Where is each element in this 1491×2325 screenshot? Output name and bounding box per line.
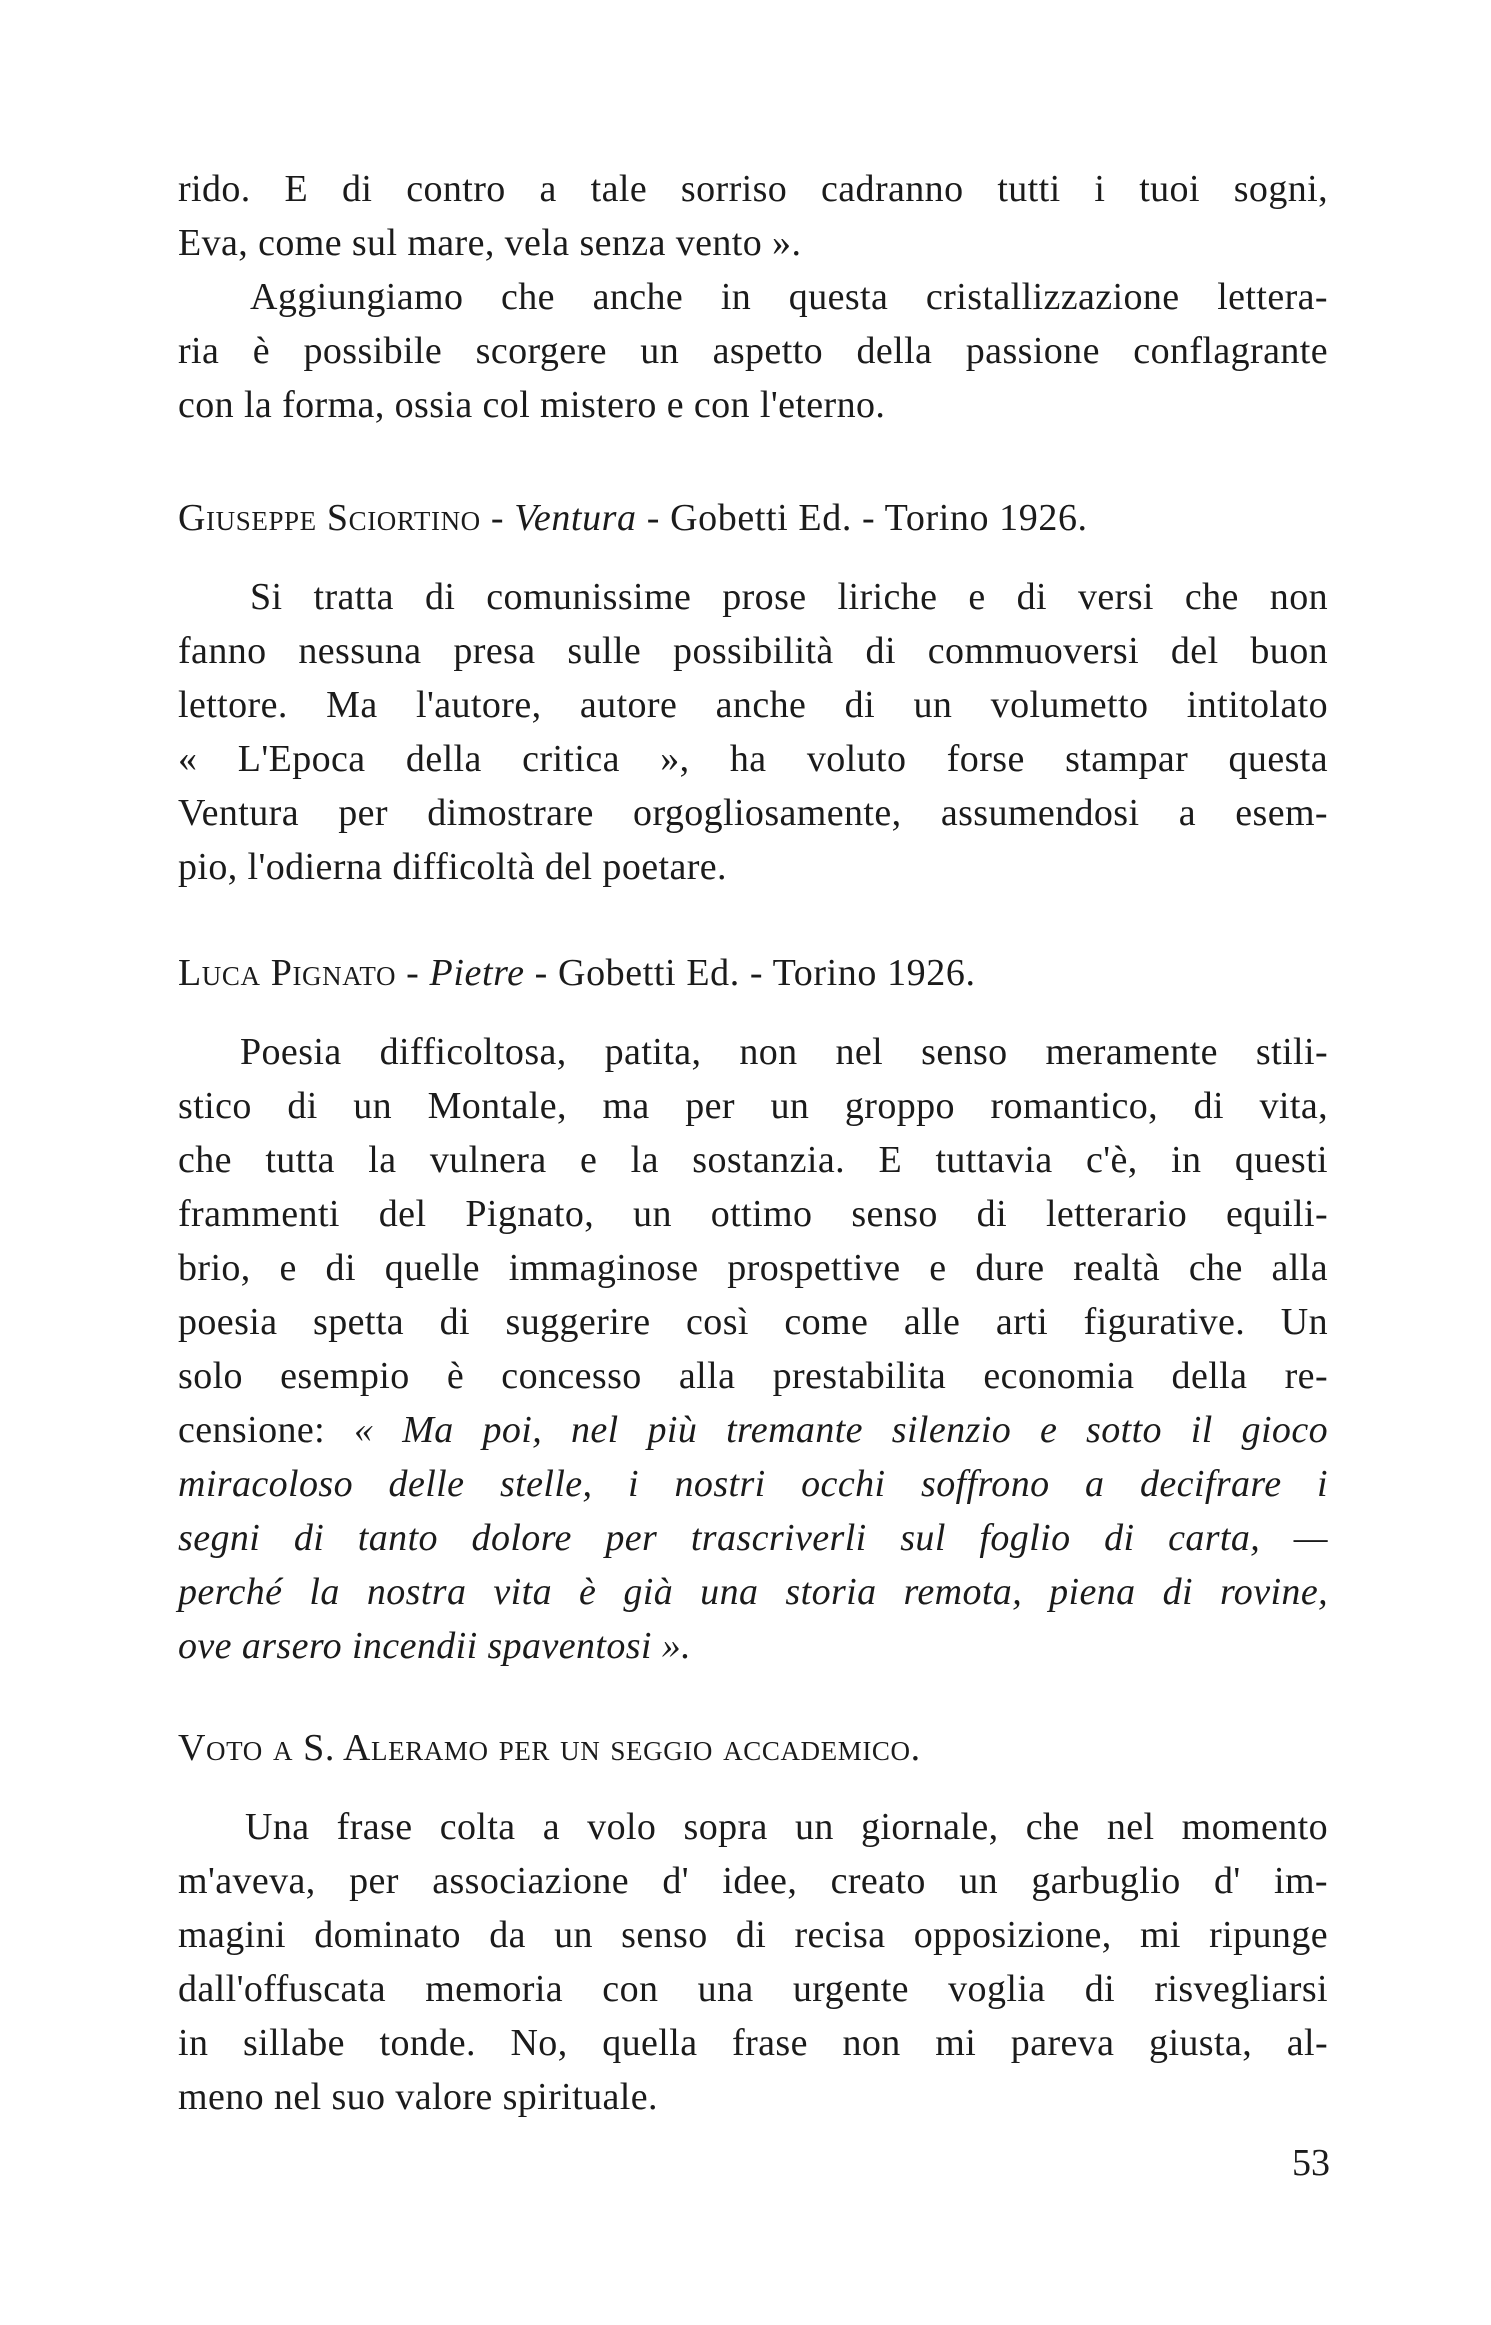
text-line: stico di un Montale, ma per un groppo romantico, di vita, — [178, 1085, 1328, 1127]
heading-publisher: - Gobetti Ed. - Torino 1926. — [524, 952, 976, 994]
text-line: Ventura per dimostrare orgogliosamente, assumendosi a esem- — [178, 792, 1328, 834]
section-heading: Voto a S. Aleramo per un seggio accademico. — [178, 1727, 921, 1769]
text-line: lettore. Ma l'autore, autore anche di un volumetto intitolato — [178, 684, 1328, 726]
heading-publisher: - Gobetti Ed. - Torino 1926. — [636, 497, 1088, 539]
text-line: frammenti del Pignato, un ottimo senso di letterario equili- — [178, 1193, 1328, 1235]
heading-separator: - — [396, 952, 430, 994]
quote-text: « Ma poi, nel più tremante silenzio e sotto il gioco — [353, 1409, 1328, 1451]
text-line: « L'Epoca della critica », ha voluto forse stampar questa — [178, 738, 1328, 780]
quote-line: segni di tanto dolore per trascriverli sul foglio di carta, — — [178, 1517, 1328, 1559]
text-line: Eva, come sul mare, vela senza vento ». — [178, 222, 802, 264]
text-line: poesia spetta di suggerire così come alle arti figurative. Un — [178, 1301, 1328, 1343]
text-line: Aggiungiamo che anche in questa cristallizzazione lettera- — [250, 276, 1328, 318]
text-line-with-quote — [178, 1403, 1328, 1457]
quote-intro: censione: — [178, 1409, 354, 1451]
text-line: magini dominato da un senso di recisa opposizione, mi ripunge — [178, 1914, 1328, 1956]
review-title: Pietre — [429, 952, 525, 994]
review-author: Luca Pignato — [178, 952, 397, 994]
review-author: Giuseppe Sciortino — [178, 497, 481, 539]
text-line: in sillabe tonde. No, quella frase non mi pareva giusta, al- — [178, 2022, 1328, 2064]
text-line: fanno nessuna presa sulle possibilità di commuoversi del buon — [178, 630, 1328, 672]
quote-line: perché la nostra vita è già una storia remota, piena di rovine, — [178, 1571, 1328, 1613]
text-line: che tutta la vulnera e la sostanzia. E tuttavia c'è, in questi — [178, 1139, 1328, 1181]
review-title: Ventura — [514, 497, 637, 539]
text-line: meno nel suo valore spirituale. — [178, 2076, 658, 2118]
text-line: Una frase colta a volo sopra un giornale, che nel momento — [245, 1806, 1328, 1848]
text-line: Si tratta di comunissime prose liriche e di versi che non — [250, 576, 1328, 618]
page-number: 53 — [1292, 2142, 1330, 2184]
text-line: pio, l'odierna difficoltà del poetare. — [178, 846, 727, 888]
text-line: m'aveva, per associazione d' idee, creato un garbuglio d' im- — [178, 1860, 1328, 1902]
text-line: Poesia difficoltosa, patita, non nel senso meramente stili- — [240, 1031, 1328, 1073]
text-line: brio, e di quelle immaginose prospettive e dure realtà che alla — [178, 1247, 1328, 1289]
heading-separator: - — [480, 497, 515, 539]
text-line: con la forma, ossia col mistero e con l'eterno. — [178, 384, 886, 426]
text-line: solo esempio è concesso alla prestabilita economia della re- — [178, 1355, 1328, 1397]
text-line: dall'offuscata memoria con una urgente voglia di risvegliarsi — [178, 1968, 1328, 2010]
review-heading — [178, 490, 1088, 546]
text-line: rido. E di contro a tale sorriso cadranno tutti i tuoi sogni, — [178, 168, 1328, 210]
quote-line: ove arsero incendii spaventosi ». — [178, 1625, 692, 1667]
text-line: ria è possibile scorgere un aspetto della passione conflagrante — [178, 330, 1328, 372]
quote-line: miracoloso delle stelle, i nostri occhi soffrono a decifrare i — [178, 1463, 1328, 1505]
review-heading — [178, 945, 976, 1001]
